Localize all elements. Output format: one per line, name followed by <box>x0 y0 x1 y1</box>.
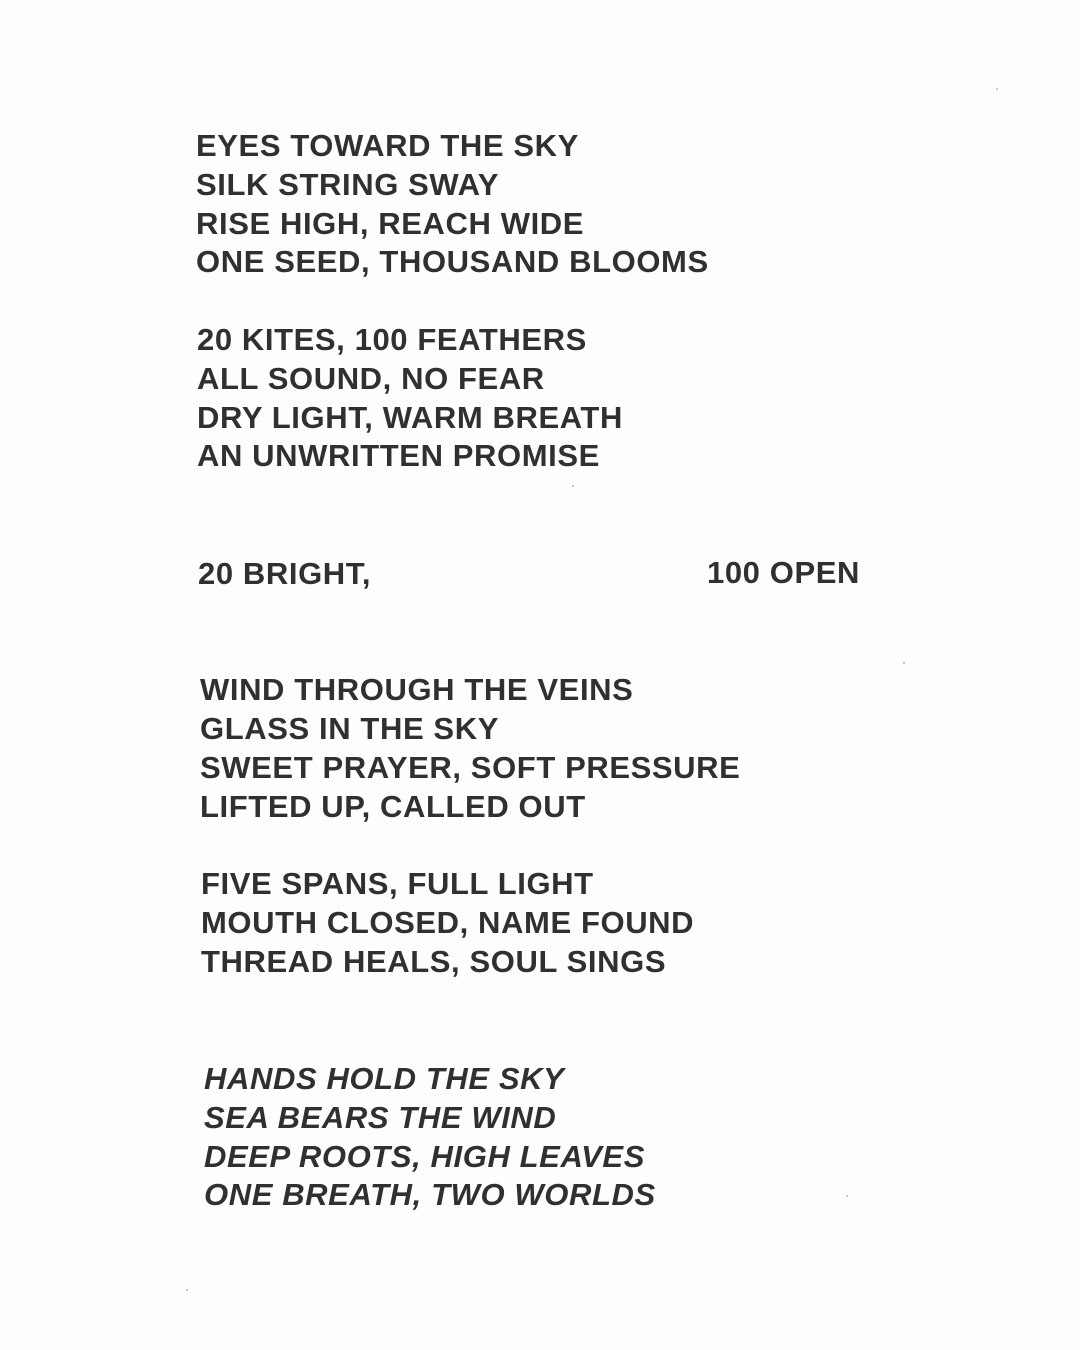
stanza-3-line-3: SWEET PRAYER, SOFT PRESSURE <box>200 750 741 785</box>
stanza-5-line-3: DEEP ROOTS, HIGH LEAVES <box>204 1139 645 1174</box>
stanza-1-line-2: SILK STRING SWAY <box>196 167 499 202</box>
stanza-4-line-1: FIVE SPANS, FULL LIGHT <box>201 866 594 901</box>
split-line-left: 20 BRIGHT, <box>198 556 372 591</box>
stanza-5-line-4: ONE BREATH, TWO WORLDS <box>204 1177 656 1212</box>
stanza-2-line-4: AN UNWRITTEN PROMISE <box>197 438 600 473</box>
stanza-2-line-2: ALL SOUND, NO FEAR <box>197 361 545 396</box>
stanza-2-line-3: DRY LIGHT, WARM BREATH <box>197 400 623 435</box>
scan-speck <box>572 485 574 487</box>
stanza-1-line-3: RISE HIGH, REACH WIDE <box>196 206 585 241</box>
stanza-4-line-3: THREAD HEALS, SOUL SINGS <box>201 944 667 979</box>
stanza-1-line-1: EYES TOWARD THE SKY <box>196 128 579 163</box>
stanza-2-line-1: 20 KITES, 100 FEATHERS <box>197 322 587 357</box>
stanza-4-line-2: MOUTH CLOSED, NAME FOUND <box>201 905 695 940</box>
scan-speck <box>846 1195 848 1197</box>
stanza-5-line-2: SEA BEARS THE WIND <box>204 1100 557 1135</box>
stanza-3-line-2: GLASS IN THE SKY <box>200 711 499 746</box>
stanza-1-line-4: ONE SEED, THOUSAND BLOOMS <box>196 244 709 279</box>
scan-speck <box>186 1289 188 1291</box>
scan-speck <box>903 662 905 664</box>
split-line-right: 100 OPEN <box>707 555 860 590</box>
stanza-3-line-1: WIND THROUGH THE VEINS <box>200 672 634 707</box>
scan-speck <box>996 88 998 90</box>
stanza-5-line-1: HANDS HOLD THE SKY <box>204 1061 565 1096</box>
stanza-3-line-4: LIFTED UP, CALLED OUT <box>200 789 586 824</box>
